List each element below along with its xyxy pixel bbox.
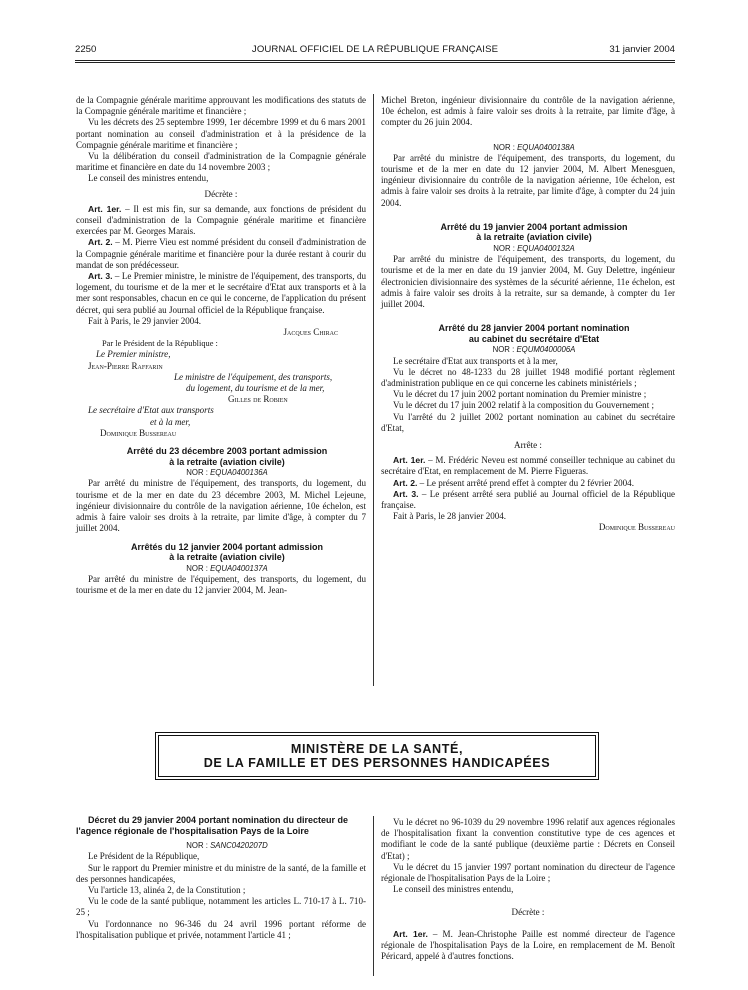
spacer [381, 310, 675, 323]
nor-code: EQUA0400132A [517, 244, 575, 254]
section-title: Arrêté du 23 décembre 2003 portant admission [126, 446, 328, 457]
signature-secretaire: Dominique Bussereau [598, 522, 675, 533]
article-text: – M. Pierre Vieu est nommé président du conseil d'administration de la Compagnie générale maritime et financière pour la durée restant à courir du mandat de son prédécesseur. [76, 237, 366, 270]
ministry-heading: MINISTÈRE DE LA SANTÉ, [290, 741, 464, 756]
nor-code: EQUM0400006A [516, 345, 576, 355]
article-number: Art. 2. [393, 477, 418, 488]
paragraph: Le conseil des ministres entendu, [88, 173, 209, 184]
paragraph: Vu les décrets des 25 septembre 1999, 1er décembre 1999 et du 6 mars 2001 portant nomination au conseil d'administration et à la présidence de la Compagnie générale maritime et financière ; [76, 117, 366, 150]
spacer [381, 209, 675, 222]
par-le-president: Par le Président de la République : [102, 339, 218, 349]
secretaire-title: et à la mer, [150, 416, 191, 427]
paragraph: Le Président de la République, [88, 851, 200, 862]
secretaire-title: Le secrétaire d'Etat aux transports [88, 405, 214, 416]
article [76, 271, 366, 316]
signature-premier-ministre: Jean-Pierre Raffarin [88, 360, 163, 371]
spacer [76, 439, 366, 446]
section-title: Arrêtés du 12 janvier 2004 portant admission [130, 541, 324, 552]
paragraph: Vu l'arrêté du 2 juillet 2002 portant nomination au cabinet du secrétaire d'Etat, [381, 411, 675, 433]
nor-label: NOR : [493, 142, 518, 152]
section-title: à la retraite (aviation civile) [476, 232, 592, 243]
article-number: Art. 1er. [393, 928, 428, 939]
article-text: – Le Premier ministre, le ministre de l'équipement, des transports, du logement, du tourisme et de la mer et le secrétaire d'Etat aux transports et à la mer sont responsables, chacun en ce qui le concerne, de l'application du présent décret, qui sera publié au Journal officiel de la République française. [76, 271, 367, 315]
issue-date: 31 janvier 2004 [609, 44, 675, 55]
nor-label: NOR : [186, 841, 211, 851]
spacer [76, 535, 366, 542]
section-title: à la retraite (aviation civile) [169, 456, 285, 467]
premier-ministre-title: Le Premier ministre, [96, 349, 171, 360]
article-number: Art. 1er. [88, 203, 122, 214]
signature-secretaire: Dominique Bussereau [100, 427, 177, 438]
header-rule [75, 60, 675, 61]
nor-code: EQUA0400138A [517, 142, 575, 152]
section-title: à la retraite (aviation civile) [169, 552, 285, 563]
article-number: Art. 3. [393, 488, 419, 499]
article-text: – Il est mis fin, sur sa demande, aux fonctions de président du conseil d'administration de la Compagnie générale maritime et financière exercées par M. Georges Marais. [76, 203, 366, 237]
running-header [75, 44, 675, 58]
paragraph: Vu le décret no 96-1039 du 29 novembre 1996 relatif aux agences régionales de l'hospitalisation fixant la convention constitutive type de ces agences et modifiant le code de la santé publique (deuxième partie : Décrets en Conseil d'Etat) ; [381, 817, 675, 861]
nor-label: NOR : [186, 468, 211, 478]
nor-reference [76, 840, 366, 851]
fait-a-paris: Fait à Paris, le 28 janvier 2004. [393, 511, 507, 522]
paragraph: Par arrêté du ministre de l'équipement, des transports, du logement, du tourisme et de la mer en date du 19 janvier 2004, M. Guy Delettre, ingénieur électronicien divisionnaire des systèmes de la sécurité aérienne, 11e échelon, est admis à faire valoir ses droits à la retraite, sur sa demande, à compter du 1er juillet 2004. [381, 254, 675, 310]
right-column [381, 95, 675, 534]
paragraph: Le secrétaire d'Etat aux transports et à la mer, [393, 355, 558, 366]
column-divider [373, 94, 374, 686]
section-title: Arrêté du 28 janvier 2004 portant nomination [438, 323, 630, 334]
paragraph: Vu le décret no 48-1233 du 28 juillet 1948 modifié portant règlement d'administration publique en ce qui concerne les cabinets ministériels ; [381, 366, 675, 389]
decrete-heading: Décrète : [204, 188, 238, 199]
paragraph: Vu l'ordonnance no 96-346 du 24 avril 1996 portant réforme de l'hospitalisation publique et privée, notamment l'article 41 ; [76, 918, 366, 940]
section-title: Arrêté du 19 janvier 2004 portant admission [440, 221, 628, 232]
section-title: au cabinet du secrétaire d'Etat [468, 333, 600, 344]
ministry-heading-box [158, 735, 596, 777]
nor-code: EQUA0400136A [210, 468, 268, 478]
paragraph: Le conseil des ministres entendu, [393, 884, 514, 895]
ministre-title: Le ministre de l'équipement, des transports, [174, 371, 333, 382]
paragraph: Vu le code de la santé publique, notamment les articles L. 710-17 à L. 710-25 ; [76, 896, 366, 918]
nor-label: NOR : [493, 244, 518, 254]
signature-president: Jacques Chirac [283, 327, 338, 338]
article [381, 929, 675, 963]
paragraph: Par arrêté du ministre de l'équipement, des transports, du logement, du tourisme et de la mer en date du 23 décembre 2003, M. Michel Lejeune, ingénieur divisionnaire du contrôle de la navigation aérienne, 10e échelon, est admis à faire valoir ses droits à la retraite, par limite d'âge, à compter du 7 juillet 2004. [76, 478, 366, 534]
nor-reference [76, 467, 366, 478]
article [381, 489, 675, 511]
paragraph: Vu la délibération du conseil d'administration de la Compagnie générale maritime et financière en date du 14 novembre 2003 ; [76, 151, 366, 173]
signature-ministre: Gilles de Robien [228, 394, 288, 405]
paragraph: Par arrêté du ministre de l'équipement, des transports, du logement, du tourisme et de la mer en date du 12 janvier 2004, M. Jean- [76, 573, 366, 596]
bottom-right-column [381, 817, 675, 962]
article [76, 237, 366, 271]
article [381, 455, 675, 477]
article-text: – Le présent arrêté prend effet à compter du 2 février 2004. [417, 477, 634, 488]
fait-a-paris: Fait à Paris, le 29 janvier 2004. [88, 315, 202, 326]
article [76, 204, 366, 238]
article-number: Art. 3. [88, 271, 113, 282]
article-text: – M. Jean-Christophe Paille est nommé directeur de l'agence régionale de l'hospitalisation Pays de la Loire, en remplacement de M. Benoît Péricard, appelé à d'autres fonctions. [381, 928, 675, 962]
ministre-title: du logement, du tourisme et de la mer, [186, 383, 325, 394]
paragraph: Vu le décret du 17 juin 2002 portant nomination du Premier ministre ; [393, 389, 647, 400]
ministry-heading: DE LA FAMILLE ET DES PERSONNES HANDICAPÉES [203, 756, 551, 770]
paragraph: Par arrêté du ministre de l'équipement, des transports, du logement, du tourisme et de la mer en date du 12 janvier 2004, M. Albert Menesguen, ingénieur divisionnaire du contrôle de la navigation aérienne, 10e échelon, est admis à faire valoir ses droits à la retraite, par limite d'âge, à compter du 24 juin 2004. [381, 152, 675, 208]
nor-reference [76, 563, 366, 574]
header-rule-2 [75, 62, 675, 63]
paragraph: Vu le décret du 17 juin 2002 relatif à la composition du Gouvernement ; [393, 400, 654, 411]
article-number: Art. 1er. [393, 455, 426, 466]
paragraph: Michel Breton, ingénieur divisionnaire du contrôle de la navigation aérienne, 10e échelon, est admis à faire valoir ses droits à la retraite, par limite d'âge, à compter du 26 juin 2004. [381, 95, 675, 128]
article-text: – M. Frédéric Neveu est nommé conseiller technique au cabinet du secrétaire d'Etat, en remplacement de M. Pierre Figueras. [381, 455, 675, 477]
paragraph: Vu l'article 13, alinéa 2, de la Constitution ; [88, 885, 246, 895]
journal-title: JOURNAL OFFICIEL DE LA RÉPUBLIQUE FRANÇAISE [251, 44, 499, 55]
spacer [381, 129, 675, 142]
page-number: 2250 [75, 44, 97, 55]
article-number: Art. 2. [88, 237, 113, 248]
nor-code: EQUA0400137A [210, 563, 268, 573]
column-divider-bottom [373, 816, 374, 976]
nor-reference [381, 142, 675, 153]
left-column [76, 95, 366, 596]
decrete-heading: Décrète : [511, 907, 545, 918]
nor-label: NOR : [492, 345, 517, 355]
bottom-left-column [76, 815, 366, 941]
paragraph: Sur le rapport du Premier ministre et du ministre de la santé, de la famille et des personnes handicapées, [76, 862, 366, 884]
article-text: – Le présent arrêté sera publié au Journal officiel de la République française. [381, 488, 675, 511]
section-title: Décret du 29 janvier 2004 portant nomination du directeur de l'agence régionale de l'hospitalisation Pays de la Loire [76, 815, 349, 836]
nor-reference [381, 344, 675, 355]
nor-reference [381, 243, 675, 254]
nor-code: SANC0420207D [210, 841, 268, 851]
paragraph: Vu le décret du 15 janvier 1997 portant nomination du directeur de l'agence régionale de l'hospitalisation Pays de la Loire ; [381, 861, 675, 884]
paragraph: de la Compagnie générale maritime approuvant les modifications des statuts de la Compagnie générale maritime et financière ; [76, 95, 366, 117]
article [381, 478, 675, 489]
arrete-heading: Arrête : [514, 440, 542, 451]
nor-label: NOR : [186, 563, 211, 573]
